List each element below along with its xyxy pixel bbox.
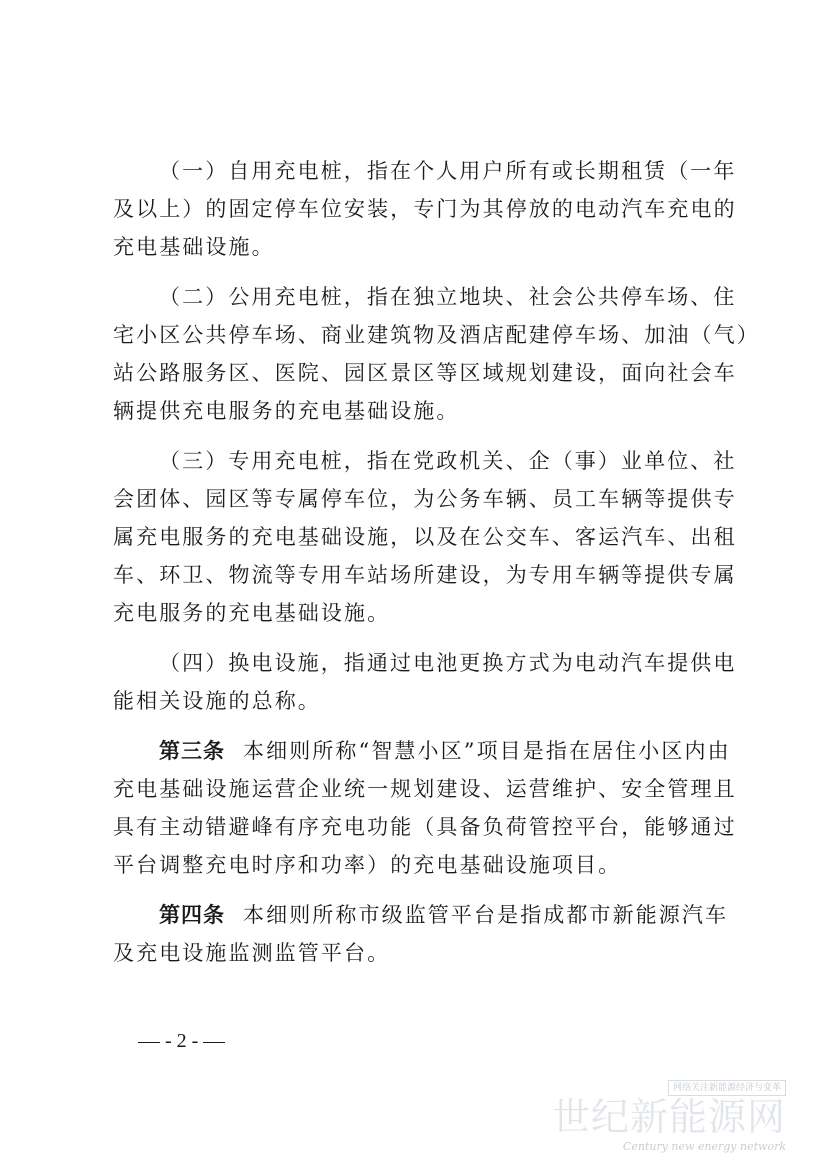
text-line: 充电服务的充电基础设施。	[113, 601, 391, 625]
text-line: （一）自用充电桩，指在个人用户所有或长期租赁（一年	[159, 159, 737, 183]
text-line: 充电基础设施。	[113, 235, 275, 259]
text-line: 平台调整充电时序和功率）的充电基础设施项目。	[113, 853, 622, 877]
article-3-heading: 第三条	[159, 738, 225, 763]
page-number	[138, 1030, 225, 1053]
article-4-heading: 第四条	[159, 902, 225, 927]
text-line: 站公路服务区、医院、园区景区等区域规划建设，面向社会车	[113, 361, 737, 385]
text-line	[113, 732, 731, 770]
text-line: 宅小区公共停车场、商业建筑物及酒店配建停车场、加油（气）	[113, 323, 760, 347]
text-line: （四）换电设施，指通过电池更换方式为电动汽车提供电	[159, 651, 737, 675]
text-line	[113, 896, 729, 934]
site-watermark	[551, 1080, 786, 1160]
article-3-first-line: 本细则所称“智慧小区”项目是指在居住小区内由	[243, 739, 731, 763]
page-number-dash-left	[138, 1042, 160, 1043]
text-line: 辆提供充电服务的充电基础设施。	[113, 399, 460, 423]
watermark-tagline: 网络关注新能源经济与变革	[668, 1080, 786, 1096]
article-4-first-line: 本细则所称市级监管平台是指成都市新能源汽车	[243, 903, 729, 927]
paragraph-public-charging	[113, 278, 760, 430]
article-4	[113, 896, 729, 972]
article-3	[113, 732, 737, 884]
document-body	[113, 152, 760, 984]
paragraph-private-charging	[113, 152, 737, 266]
watermark-subtitle: Century new energy network	[622, 1140, 786, 1153]
paragraph-battery-swap	[113, 644, 737, 720]
text-line: 及以上）的固定停车位安装，专门为其停放的电动汽车充电的	[113, 197, 737, 221]
text-line: 属充电服务的充电基础设施，以及在公交车、客运汽车、出租	[113, 525, 737, 549]
text-line: 会团体、园区等专属停车位，为公务车辆、员工车辆等提供专	[113, 487, 737, 511]
text-line: 具有主动错避峰有序充电功能（具备负荷管控平台，能够通过	[113, 815, 737, 839]
text-line: 能相关设施的总称。	[113, 689, 321, 713]
text-line: 充电基础设施运营企业统一规划建设、运营维护、安全管理且	[113, 777, 737, 801]
text-line: 车、环卫、物流等专用车站场所建设，为专用车辆等提供专属	[113, 563, 737, 587]
text-line: （三）专用充电桩，指在党政机关、企（事）业单位、社	[159, 449, 737, 473]
watermark-brand: 世纪新能源网	[551, 1095, 786, 1139]
page-number-dash-right	[203, 1042, 225, 1043]
paragraph-dedicated-charging	[113, 442, 737, 632]
page-number-text: - 2 -	[165, 1030, 199, 1052]
text-line: （二）公用充电桩，指在独立地块、社会公共停车场、住	[159, 285, 737, 309]
text-line: 及充电设施监测监管平台。	[113, 941, 391, 965]
